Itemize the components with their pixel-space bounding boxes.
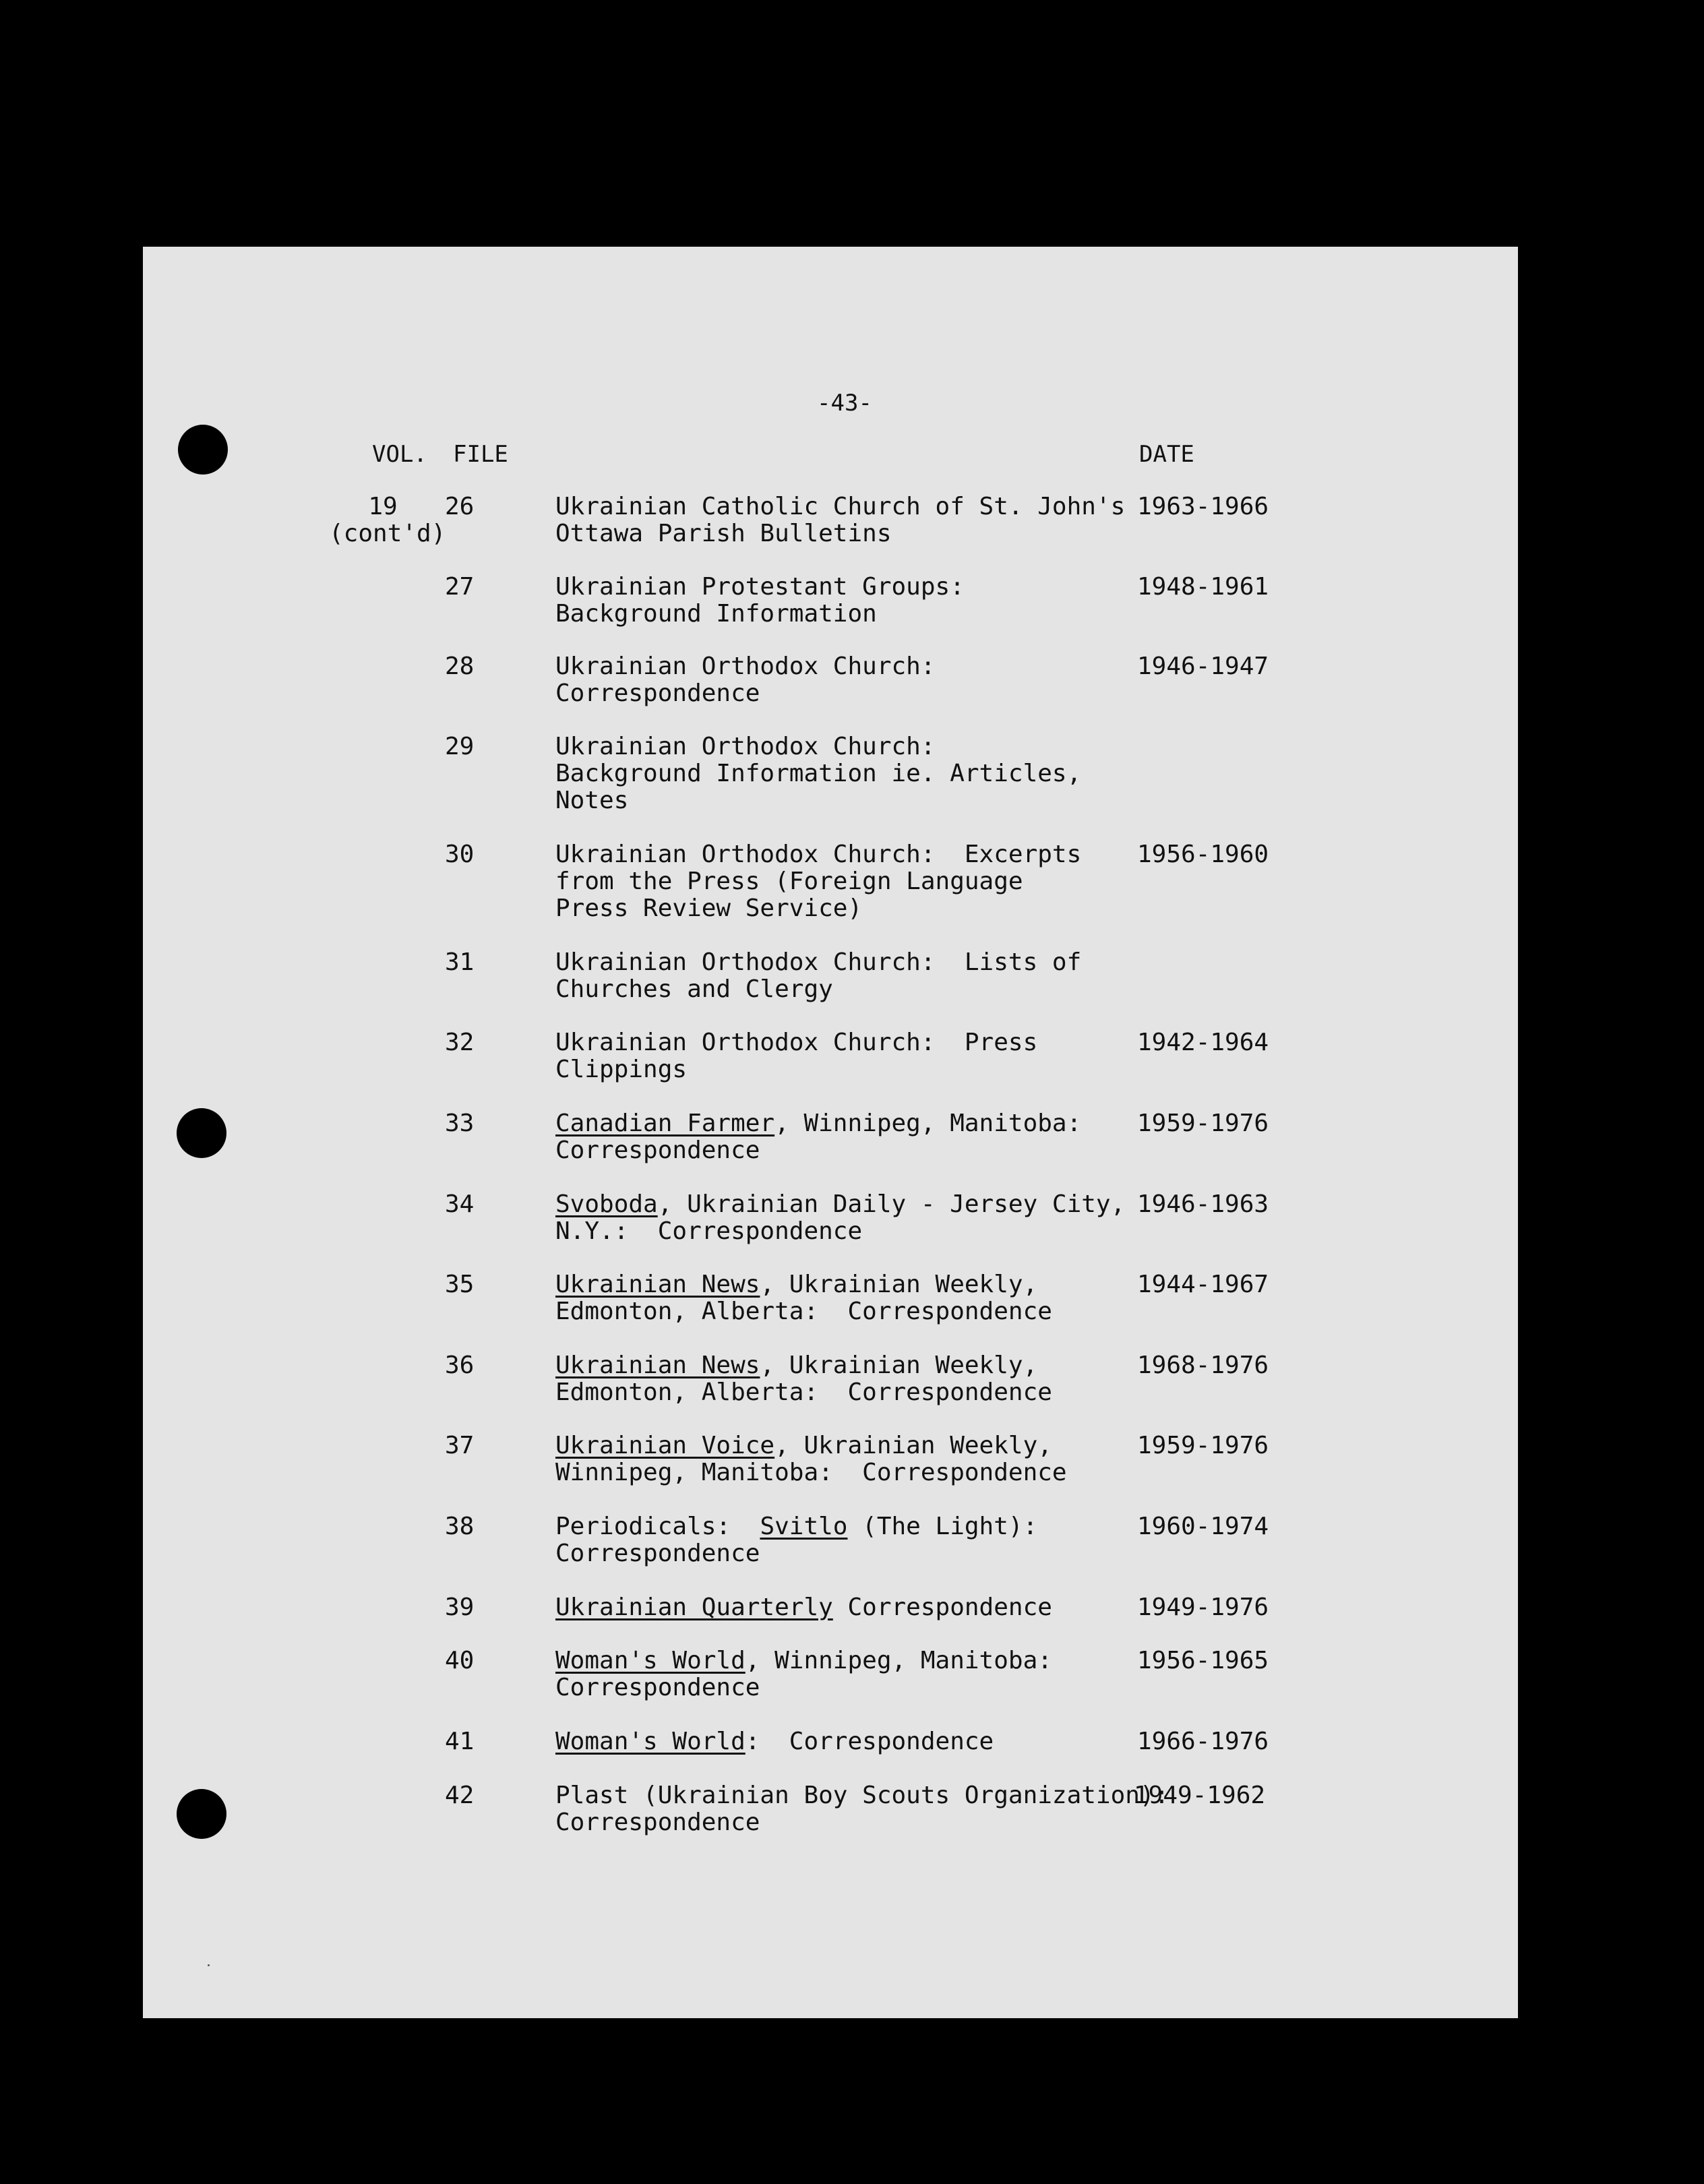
file-number: 38 [445, 1513, 475, 1540]
paper-speck [208, 1964, 210, 1966]
file-number: 36 [445, 1352, 475, 1379]
entry-date: 1959-1976 [1137, 1110, 1269, 1137]
publication-title: Ukrainian Quarterly [555, 1594, 833, 1621]
file-number: 40 [445, 1647, 475, 1674]
publication-title: Svoboda [555, 1190, 658, 1218]
entry-date: 1960-1974 [1137, 1513, 1269, 1540]
punch-hole [177, 1789, 226, 1839]
publication-title: Ukrainian News [555, 1271, 760, 1298]
file-number: 28 [445, 653, 475, 680]
entry-title: Canadian Farmer, Winnipeg, Manitoba: Correspondence [555, 1110, 1082, 1164]
entry-title: Woman's World, Winnipeg, Manitoba: Correspondence [555, 1647, 1052, 1701]
entry-date: 1968-1976 [1137, 1352, 1269, 1379]
volume-note: (cont'd) [329, 520, 446, 547]
entry-date: 1966-1976 [1137, 1728, 1269, 1755]
entry-date: 1949-1976 [1137, 1594, 1269, 1621]
publication-title: Ukrainian Voice [555, 1432, 775, 1459]
file-header: FILE [453, 441, 508, 468]
entry-title: Ukrainian Orthodox Church: Press Clippings [555, 1029, 1038, 1083]
document-page [143, 247, 1518, 2018]
entry-title: Ukrainian Voice, Ukrainian Weekly, Winnipeg, Manitoba: Correspondence [555, 1432, 1067, 1486]
file-number: 26 [445, 493, 475, 520]
entry-date: 1956-1965 [1137, 1647, 1269, 1674]
file-number: 30 [445, 841, 475, 868]
file-number: 27 [445, 573, 475, 601]
volume-number: 19 [368, 493, 398, 520]
entry-date: 1963-1966 [1137, 493, 1269, 520]
file-number: 37 [445, 1432, 475, 1459]
file-number: 35 [445, 1271, 475, 1298]
entry-title: Ukrainian Orthodox Church: Background Information ie. Articles, Notes [555, 733, 1082, 814]
entry-title: Ukrainian Orthodox Church: Correspondence [555, 653, 936, 707]
entry-title: Woman's World: Correspondence [555, 1728, 994, 1755]
entry-title: Ukrainian Orthodox Church: Lists of Churches and Clergy [555, 948, 1082, 1003]
date-header: DATE [1139, 441, 1194, 468]
file-number: 42 [445, 1782, 475, 1809]
publication-title: Canadian Farmer [555, 1110, 775, 1137]
file-number: 41 [445, 1728, 475, 1755]
entry-title: Ukrainian Catholic Church of St. John's Ottawa Parish Bulletins [555, 493, 1126, 547]
entry-title: Ukrainian News, Ukrainian Weekly, Edmonton, Alberta: Correspondence [555, 1271, 1052, 1325]
entry-title: Periodicals: Svitlo (The Light): Correspondence [555, 1513, 1038, 1567]
entry-date: 1948-1961 [1137, 573, 1269, 601]
vol-header: VOL. [372, 441, 427, 468]
file-number: 29 [445, 733, 475, 760]
entry-date: 1944-1967 [1137, 1271, 1269, 1298]
entry-title: Ukrainian Quarterly Correspondence [555, 1594, 1052, 1621]
publication-title: Ukrainian News [555, 1352, 760, 1379]
file-number: 34 [445, 1190, 475, 1218]
entry-date: 1946-1947 [1137, 653, 1269, 680]
punch-hole [177, 1108, 226, 1158]
entry-date: 1956-1960 [1137, 841, 1269, 868]
publication-title: Svitlo [760, 1513, 848, 1540]
page-number: -43- [817, 390, 872, 417]
entry-title: Svoboda, Ukrainian Daily - Jersey City, N.Y.: Correspondence [555, 1190, 1126, 1245]
publication-title: Woman's World [555, 1728, 746, 1755]
entry-date: 1949-1962 [1134, 1782, 1266, 1809]
entry-date: 1959-1976 [1137, 1432, 1269, 1459]
entry-title: Ukrainian Protestant Groups: Background Information [555, 573, 965, 628]
publication-title: Woman's World [555, 1647, 746, 1674]
entry-title: Ukrainian News, Ukrainian Weekly, Edmonton, Alberta: Correspondence [555, 1352, 1052, 1406]
entry-date: 1946-1963 [1137, 1190, 1269, 1218]
entry-date: 1942-1964 [1137, 1029, 1269, 1056]
file-number: 33 [445, 1110, 475, 1137]
file-number: 39 [445, 1594, 475, 1621]
punch-hole [178, 425, 228, 475]
file-number: 32 [445, 1029, 475, 1056]
entry-title: Ukrainian Orthodox Church: Excerpts from the Press (Foreign Language Press Review Service) [555, 841, 1082, 922]
file-number: 31 [445, 948, 475, 976]
entry-title: Plast (Ukrainian Boy Scouts Organization): Correspondence [555, 1782, 1169, 1836]
